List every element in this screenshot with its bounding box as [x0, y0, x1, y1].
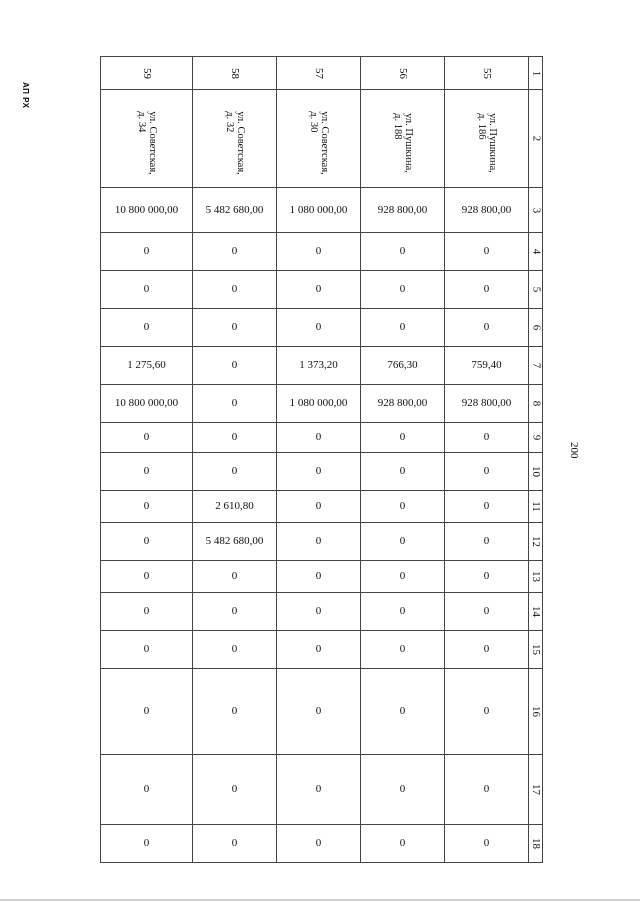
column-number: 55 — [481, 67, 493, 79]
value-cell: 0 — [445, 233, 529, 271]
bottom-rule — [0, 899, 640, 901]
row-number: 4 — [530, 248, 542, 255]
row-number-cell — [529, 347, 543, 385]
address-cell — [445, 90, 529, 188]
address-cell — [277, 90, 361, 188]
value-cell: 0 — [361, 309, 445, 347]
value-cell: 1 275,60 — [101, 347, 193, 385]
address-text: ул. Советская, д. 34 — [135, 111, 158, 175]
value-cell: 0 — [277, 669, 361, 755]
row-number: 11 — [530, 501, 542, 512]
value-cell: 0 — [101, 491, 193, 523]
value-cell: 0 — [101, 755, 193, 825]
row-number-cell — [529, 385, 543, 423]
address-text: ул. Пушкина, д. 186 — [475, 113, 498, 173]
row-number-cell — [529, 825, 543, 863]
value-cell: 0 — [193, 309, 277, 347]
value-cell: 0 — [445, 423, 529, 453]
row-number: 1 — [530, 70, 542, 76]
value-cell: 0 — [445, 631, 529, 669]
row-number-cell — [529, 233, 543, 271]
value-cell: 0 — [361, 453, 445, 491]
value-cell: 0 — [277, 233, 361, 271]
value-cell: 0 — [361, 271, 445, 309]
value-cell: 1 080 000,00 — [277, 188, 361, 233]
row-number: 14 — [530, 606, 542, 617]
value-cell: 0 — [277, 309, 361, 347]
value-cell: 0 — [193, 825, 277, 863]
value-cell: 0 — [101, 271, 193, 309]
value-cell: 0 — [101, 233, 193, 271]
document-table — [100, 56, 543, 863]
value-cell: 928 800,00 — [361, 385, 445, 423]
table-row — [101, 90, 543, 188]
value-cell: 0 — [193, 593, 277, 631]
value-cell: 5 482 680,00 — [193, 523, 277, 561]
value-cell: 0 — [361, 593, 445, 631]
row-number-cell — [529, 57, 543, 90]
value-cell: 0 — [445, 491, 529, 523]
table-row — [101, 523, 543, 561]
page-number: 200 — [568, 442, 580, 459]
row-number: 15 — [530, 644, 542, 655]
value-cell: 0 — [193, 271, 277, 309]
row-number-cell — [529, 631, 543, 669]
value-cell: 0 — [445, 453, 529, 491]
value-cell: 0 — [277, 755, 361, 825]
row-number-cell — [529, 593, 543, 631]
value-cell: 0 — [193, 669, 277, 755]
value-cell: 0 — [445, 523, 529, 561]
value-cell: 0 — [445, 755, 529, 825]
value-cell: 0 — [193, 385, 277, 423]
row-number: 10 — [530, 466, 542, 477]
row-number-cell — [529, 309, 543, 347]
value-cell: 0 — [101, 453, 193, 491]
table-row — [101, 631, 543, 669]
value-cell: 0 — [361, 561, 445, 593]
table-row — [101, 825, 543, 863]
value-cell: 0 — [361, 233, 445, 271]
table-row — [101, 57, 543, 90]
table-row — [101, 309, 543, 347]
value-cell: 759,40 — [445, 347, 529, 385]
address-cell — [193, 90, 277, 188]
value-cell: 1 080 000,00 — [277, 385, 361, 423]
row-number-cell — [529, 491, 543, 523]
value-cell: 928 800,00 — [361, 188, 445, 233]
value-cell: 0 — [277, 453, 361, 491]
value-cell: 0 — [277, 271, 361, 309]
address-text: ул. Пушкина, д. 188 — [391, 113, 414, 173]
row-number-cell — [529, 755, 543, 825]
value-cell: 928 800,00 — [445, 385, 529, 423]
header-mark: АП РХ — [21, 82, 30, 109]
row-number: 17 — [530, 784, 542, 795]
row-number: 13 — [530, 571, 542, 582]
table-row — [101, 271, 543, 309]
row-number: 5 — [530, 286, 542, 293]
row-number: 9 — [530, 434, 542, 441]
value-cell: 0 — [445, 561, 529, 593]
table-row — [101, 453, 543, 491]
address-cell — [361, 90, 445, 188]
address-cell — [101, 90, 193, 188]
table-row — [101, 347, 543, 385]
value-cell: 928 800,00 — [445, 188, 529, 233]
row-number: 2 — [530, 135, 542, 142]
value-cell: 0 — [277, 593, 361, 631]
value-cell: 0 — [361, 423, 445, 453]
row-number-cell — [529, 90, 543, 188]
table-row — [101, 233, 543, 271]
value-cell: 10 800 000,00 — [101, 188, 193, 233]
table-row — [101, 669, 543, 755]
address-text: ул. Советская, д. 30 — [307, 111, 330, 175]
row-number: 6 — [530, 324, 542, 331]
value-cell: 0 — [193, 453, 277, 491]
row-number: 18 — [530, 838, 542, 849]
row-number-cell — [529, 453, 543, 491]
value-cell: 0 — [445, 593, 529, 631]
row-number-cell — [529, 523, 543, 561]
value-cell: 0 — [361, 523, 445, 561]
value-cell: 0 — [361, 491, 445, 523]
value-cell: 766,30 — [361, 347, 445, 385]
value-cell: 0 — [277, 491, 361, 523]
column-number-cell — [193, 57, 277, 90]
value-cell: 0 — [101, 309, 193, 347]
column-number-cell — [277, 57, 361, 90]
table-row — [101, 491, 543, 523]
address-text: ул. Советская, д. 32 — [223, 111, 246, 175]
value-cell: 0 — [277, 561, 361, 593]
row-number-cell — [529, 271, 543, 309]
row-number: 8 — [530, 400, 542, 407]
row-number: 12 — [530, 536, 542, 547]
row-number-cell — [529, 669, 543, 755]
value-cell: 0 — [361, 669, 445, 755]
row-number-cell — [529, 423, 543, 453]
value-cell: 0 — [277, 631, 361, 669]
column-number-cell — [445, 57, 529, 90]
value-cell: 0 — [101, 631, 193, 669]
row-number: 3 — [530, 207, 542, 213]
value-cell: 0 — [445, 271, 529, 309]
row-number-cell — [529, 561, 543, 593]
value-cell: 0 — [277, 423, 361, 453]
value-cell: 0 — [277, 825, 361, 863]
table-row — [101, 423, 543, 453]
row-number-cell — [529, 188, 543, 233]
value-cell: 0 — [445, 669, 529, 755]
value-cell: 0 — [193, 233, 277, 271]
value-cell: 0 — [193, 561, 277, 593]
value-cell: 0 — [101, 593, 193, 631]
value-cell: 0 — [361, 825, 445, 863]
value-cell: 0 — [101, 423, 193, 453]
value-cell: 0 — [193, 423, 277, 453]
value-cell: 1 373,20 — [277, 347, 361, 385]
value-cell: 0 — [193, 347, 277, 385]
column-number: 59 — [141, 67, 153, 79]
column-number-cell — [361, 57, 445, 90]
value-cell: 0 — [445, 825, 529, 863]
table-row — [101, 561, 543, 593]
value-cell: 5 482 680,00 — [193, 188, 277, 233]
value-cell: 0 — [193, 755, 277, 825]
value-cell: 10 800 000,00 — [101, 385, 193, 423]
row-number: 7 — [530, 362, 542, 369]
value-cell: 0 — [101, 669, 193, 755]
value-cell: 0 — [101, 523, 193, 561]
table-row — [101, 755, 543, 825]
column-number-cell — [101, 57, 193, 90]
value-cell: 0 — [101, 825, 193, 863]
data-table — [100, 56, 543, 863]
column-number: 56 — [397, 67, 409, 79]
table-row — [101, 385, 543, 423]
column-number: 57 — [313, 67, 325, 79]
value-cell: 0 — [361, 755, 445, 825]
column-number: 58 — [229, 67, 241, 79]
row-number: 16 — [530, 706, 542, 717]
value-cell: 0 — [277, 523, 361, 561]
value-cell: 0 — [101, 561, 193, 593]
value-cell: 0 — [193, 631, 277, 669]
value-cell: 2 610,80 — [193, 491, 277, 523]
value-cell: 0 — [445, 309, 529, 347]
table-row — [101, 188, 543, 233]
value-cell: 0 — [361, 631, 445, 669]
table-row — [101, 593, 543, 631]
